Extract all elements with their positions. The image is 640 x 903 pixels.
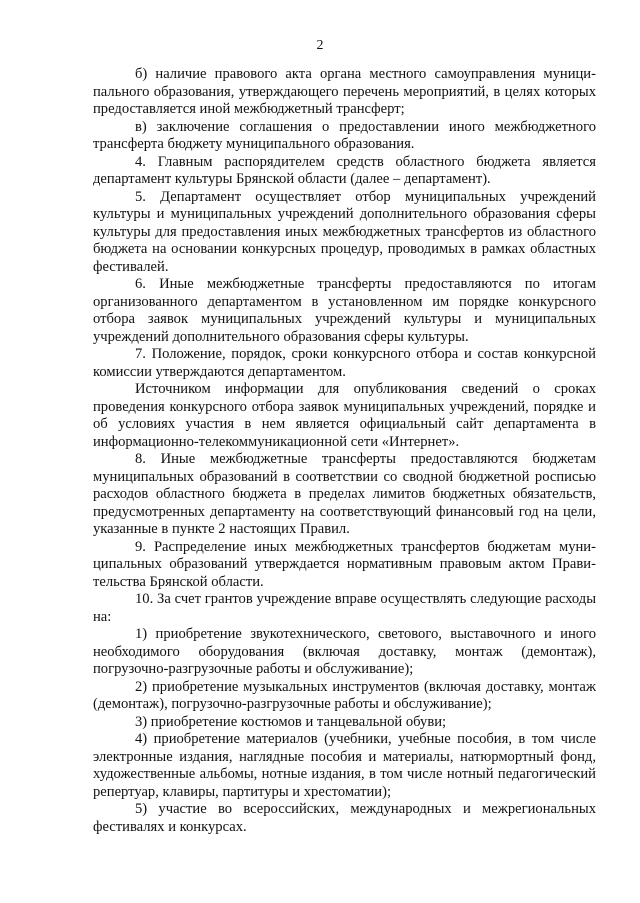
expense-item-2-instruments: 2) приобретение музыкальных инструментов (включая доставку, монтаж (демонтаж), погрузочно-разгрузочные работы и обслуживание); bbox=[93, 678, 596, 712]
paragraph-1b-legal-act: б) наличие правового акта органа местного самоуправления муниципального образования, утверждающего перечень мероприятий, в целях которых предоставляется иной межбюджетный трансферт; bbox=[93, 66, 596, 117]
paragraph-10-grant-expenses: 10. За счет грантов учреждение вправе осуществлять следующие расходы на: bbox=[93, 591, 596, 625]
page-number: 2 bbox=[316, 38, 324, 53]
paragraph-8-budget-allocation: 8. Иные межбюджетные трансферты предоставляются бюджетам муниципальных образований в соответствии со сводной бюджетной росписью расходов областного бюджета в пределах лимитов бюджетных обязательств, предусмотренных департаменту на соответствующий финансовый год на цели, указанные в пункте 2 настоящих Правил. bbox=[93, 451, 596, 537]
paragraph-4-main-administrator: 4. Главным распорядителем средств областного бюджета является департамент культуры Брянской области (далее – департамент). bbox=[93, 153, 596, 187]
expense-item-3-costumes: 3) приобретение костюмов и танцевальной обуви; bbox=[135, 713, 447, 730]
paragraph-information-source: Источником информации для опубликования сведений о сроках проведения конкурсного отбора заявок муниципальных учреждений, порядке и об условиях участия в нем является официальный сайт департамента в информационно-телекоммуникационной сети «Интернет». bbox=[93, 381, 596, 450]
paragraph-5-department-selection: 5. Департамент осуществляет отбор муниципальных учреждений культуры и муниципальных учреждений дополнительного образования сферы культуры для предоставления иных межбюджетных трансфертов из областного бюджета на основании конкурсных процедур, проводимых в рамках областных фестивалей. bbox=[93, 188, 596, 275]
paragraph-9-distribution: 9. Распределение иных межбюджетных трансфертов бюджетам муниципальных образований утверждается нормативным правовым актом Правительства Брянской области. bbox=[93, 538, 596, 590]
paragraph-7-competition-rules: 7. Положение, порядок, сроки конкурсного отбора и состав конкурсной комиссии утверждаются департаментом. bbox=[93, 346, 596, 380]
expense-item-5-festivals: 5) участие во всероссийских, международных и межрегиональных фестивалях и конкурсах. bbox=[93, 801, 596, 835]
expense-item-4-materials: 4) приобретение материалов (учебники, учебные пособия, в том числе электронные издания, наглядные пособия и материалы, натюрмортный фонд, художественные альбомы, нотные издания, в том числе нотный педагогический репертуар, клавиры, партитуры и хрестоматии); bbox=[93, 731, 596, 800]
paragraph-6-transfers-results: 6. Иные межбюджетные трансферты предоставляются по итогам организованного департаментом в установленном им порядке конкурсного отбора заявок муниципальных учреждений культуры и муниципальных учреждений дополнительного образования сферы культуры. bbox=[93, 276, 596, 345]
paragraph-1v-agreement: в) заключение соглашения о предоставлении иного межбюджетного трансферта бюджету муниципального образования. bbox=[93, 118, 596, 152]
expense-item-1-equipment: 1) приобретение звукотехнического, светового, выставочного и иного необходимого оборудования (включая доставку, монтаж (демонтаж), погрузочно-разгрузочные работы и обслуживание); bbox=[93, 626, 596, 677]
document-body bbox=[93, 66, 596, 836]
